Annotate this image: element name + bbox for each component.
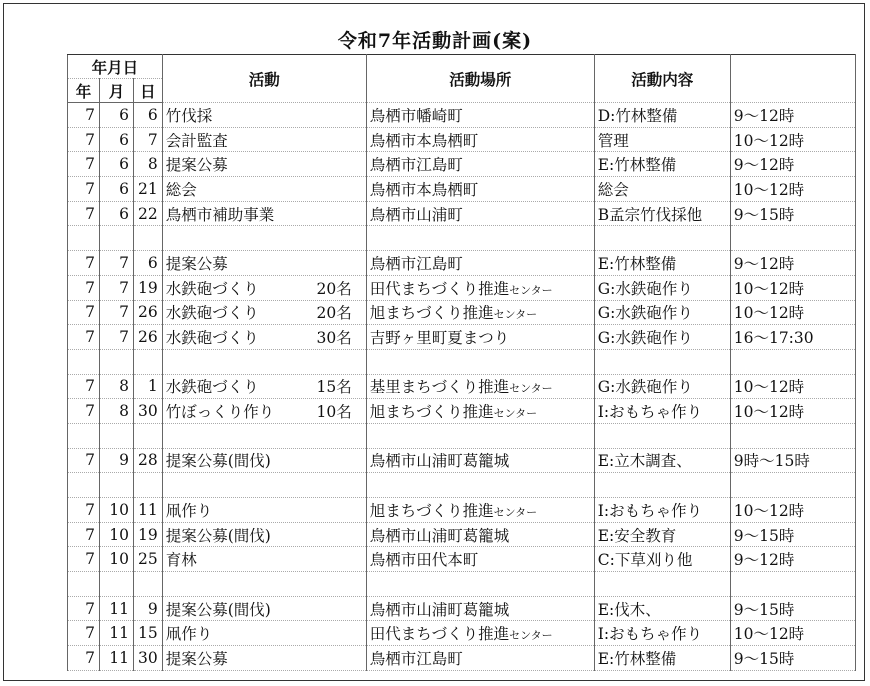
place-name: 吉野ヶ里町夏まつり [369, 329, 510, 348]
cell-day [134, 226, 163, 251]
cell-activity [162, 423, 366, 448]
place-name: 鳥栖市幡崎町 [369, 106, 463, 125]
cell-day: 21 [134, 177, 163, 202]
cell-month: 7 [100, 275, 134, 300]
participant-count: 30名 [316, 329, 352, 348]
cell-day: 1 [134, 374, 163, 399]
place-name: 鳥栖市江島町 [369, 649, 463, 668]
place-name: 旭まちづくり推進 [369, 501, 494, 520]
cell-place [366, 374, 594, 399]
table-row [68, 621, 856, 646]
cell-place [366, 127, 594, 152]
cell-activity [162, 275, 366, 300]
cell-time: 10～12時 [730, 399, 855, 424]
cell-month: 8 [100, 399, 134, 424]
table-row [68, 325, 856, 350]
cell-content: E:伐木、 [594, 596, 730, 621]
cell-time [730, 572, 855, 597]
cell-year: 7 [68, 177, 100, 202]
cell-time: 9～15時 [730, 596, 855, 621]
cell-time: 10～12時 [730, 127, 855, 152]
cell-year [68, 349, 100, 374]
table-row [68, 201, 856, 226]
table-row [68, 522, 856, 547]
participant-count: 20名 [316, 279, 352, 298]
cell-activity [162, 572, 366, 597]
table-row [68, 547, 856, 572]
table-row [68, 152, 856, 177]
place-name: 鳥栖市江島町 [369, 156, 463, 175]
cell-activity [162, 226, 366, 251]
cell-day [134, 349, 163, 374]
cell-content: I:おもちゃ作り [594, 621, 730, 646]
cell-year: 7 [68, 103, 100, 128]
table-row [68, 374, 856, 399]
cell-year [68, 473, 100, 498]
cell-year [68, 572, 100, 597]
cell-day [134, 423, 163, 448]
table-row [68, 572, 856, 597]
cell-month: 10 [100, 498, 134, 523]
activity-name: 水鉄砲づくり [165, 279, 259, 298]
cell-year: 7 [68, 448, 100, 473]
cell-activity [162, 547, 366, 572]
cell-content: 管理 [594, 127, 730, 152]
activity-name: 提案公募(間伐) [165, 452, 271, 471]
cell-year: 7 [68, 152, 100, 177]
cell-month: 10 [100, 547, 134, 572]
header-place: 活動場所 [366, 55, 594, 103]
cell-content: G:水鉄砲作り [594, 275, 730, 300]
cell-activity [162, 300, 366, 325]
cell-activity [162, 448, 366, 473]
cell-day: 11 [134, 498, 163, 523]
cell-place [366, 646, 594, 671]
place-suffix: センター [509, 382, 553, 396]
cell-place [366, 226, 594, 251]
header-month: 月 [100, 79, 134, 103]
cell-time: 9～15時 [730, 522, 855, 547]
activity-name: 水鉄砲づくり [165, 329, 259, 348]
cell-activity [162, 127, 366, 152]
cell-activity [162, 152, 366, 177]
cell-time: 10～12時 [730, 177, 855, 202]
cell-content: D:竹林整備 [594, 103, 730, 128]
table-row [68, 251, 856, 276]
place-name: 鳥栖市山浦町 [369, 205, 463, 224]
cell-month: 6 [100, 177, 134, 202]
cell-time [730, 473, 855, 498]
cell-place [366, 498, 594, 523]
cell-content [594, 226, 730, 251]
activity-name: 鳥栖市補助事業 [165, 205, 275, 224]
cell-year: 7 [68, 596, 100, 621]
cell-place [366, 325, 594, 350]
cell-month: 11 [100, 596, 134, 621]
place-name: 鳥栖市山浦町葛籠城 [369, 600, 510, 619]
cell-place [366, 572, 594, 597]
cell-time: 10～12時 [730, 621, 855, 646]
activity-name: 凧作り [165, 625, 213, 644]
cell-day: 6 [134, 103, 163, 128]
table-row [68, 473, 856, 498]
cell-day: 28 [134, 448, 163, 473]
cell-time: 9～12時 [730, 103, 855, 128]
cell-month: 9 [100, 448, 134, 473]
cell-place [366, 399, 594, 424]
cell-activity [162, 177, 366, 202]
header-activity: 活動 [162, 55, 366, 103]
activity-name: 提案公募(間伐) [165, 526, 271, 545]
cell-year: 7 [68, 498, 100, 523]
cell-time: 9～12時 [730, 547, 855, 572]
page-title: 令和7年活動計画(案) [337, 30, 533, 52]
cell-content [594, 423, 730, 448]
cell-time: 9～15時 [730, 646, 855, 671]
cell-activity [162, 498, 366, 523]
place-name: 基里まちづくり推進 [369, 378, 510, 397]
cell-place [366, 300, 594, 325]
cell-time [730, 226, 855, 251]
cell-month: 11 [100, 621, 134, 646]
place-suffix: センター [493, 505, 538, 519]
cell-year: 7 [68, 201, 100, 226]
cell-content: E:竹林整備 [594, 646, 730, 671]
cell-activity [162, 325, 366, 350]
cell-content [594, 349, 730, 374]
activity-name: 竹伐採 [165, 106, 213, 125]
cell-time: 10～12時 [730, 498, 855, 523]
cell-place [366, 275, 594, 300]
cell-activity [162, 621, 366, 646]
cell-place [366, 423, 594, 448]
activity-name: 育林 [165, 551, 197, 570]
cell-day: 22 [134, 201, 163, 226]
cell-content: E:竹林整備 [594, 152, 730, 177]
cell-month: 6 [100, 103, 134, 128]
cell-place [366, 177, 594, 202]
header-date: 年月日 [68, 55, 163, 79]
cell-year: 7 [68, 275, 100, 300]
participant-count: 10名 [316, 403, 352, 422]
table-row [68, 448, 856, 473]
cell-content: G:水鉄砲作り [594, 300, 730, 325]
cell-time [730, 349, 855, 374]
cell-content: 総会 [594, 177, 730, 202]
table-row [68, 596, 856, 621]
cell-place [366, 547, 594, 572]
activity-name: 水鉄砲づくり [165, 304, 259, 323]
cell-place [366, 201, 594, 226]
activity-name: 提案公募 [165, 649, 228, 668]
cell-place [366, 251, 594, 276]
cell-day [134, 473, 163, 498]
cell-month [100, 226, 134, 251]
cell-day: 6 [134, 251, 163, 276]
cell-month [100, 473, 134, 498]
cell-month: 10 [100, 522, 134, 547]
activity-name: 凧作り [165, 501, 213, 520]
cell-month [100, 349, 134, 374]
cell-day: 15 [134, 621, 163, 646]
cell-content [594, 473, 730, 498]
cell-year: 7 [68, 251, 100, 276]
cell-content: B孟宗竹伐採他 [594, 201, 730, 226]
table-row [68, 646, 856, 671]
place-name: 旭まちづくり推進 [369, 304, 494, 323]
cell-content: G:水鉄砲作り [594, 325, 730, 350]
cell-year: 7 [68, 522, 100, 547]
cell-activity [162, 349, 366, 374]
cell-time: 10～12時 [730, 300, 855, 325]
cell-activity [162, 103, 366, 128]
cell-month: 7 [100, 251, 134, 276]
cell-time: 16～17:30 [730, 325, 855, 350]
cell-year: 7 [68, 621, 100, 646]
table-row [68, 177, 856, 202]
cell-year: 7 [68, 300, 100, 325]
cell-content: E:竹林整備 [594, 251, 730, 276]
cell-activity [162, 399, 366, 424]
cell-month: 6 [100, 152, 134, 177]
cell-activity [162, 201, 366, 226]
cell-year: 7 [68, 325, 100, 350]
cell-content: C:下草刈り他 [594, 547, 730, 572]
place-suffix: センター [509, 283, 553, 297]
table-row [68, 498, 856, 523]
cell-day: 19 [134, 275, 163, 300]
activity-plan-table [67, 54, 856, 671]
cell-place [366, 349, 594, 374]
activity-name: 提案公募 [165, 254, 228, 273]
activity-name: 水鉄砲づくり [165, 378, 259, 397]
activity-name: 竹ぼっくり作り [165, 403, 275, 422]
participant-count: 20名 [316, 304, 352, 323]
cell-content: G:水鉄砲作り [594, 374, 730, 399]
place-name: 鳥栖市山浦町葛籠城 [369, 452, 510, 471]
cell-place [366, 522, 594, 547]
place-name: 鳥栖市本鳥栖町 [369, 180, 479, 199]
cell-day: 26 [134, 325, 163, 350]
cell-day [134, 572, 163, 597]
cell-place [366, 448, 594, 473]
table-row [68, 103, 856, 128]
cell-activity [162, 522, 366, 547]
cell-year [68, 226, 100, 251]
table-row [68, 349, 856, 374]
place-name: 鳥栖市江島町 [369, 254, 463, 273]
cell-month: 7 [100, 325, 134, 350]
header-day: 日 [134, 79, 163, 103]
cell-month [100, 572, 134, 597]
cell-time: 9時～15時 [730, 448, 855, 473]
cell-time: 10～12時 [730, 374, 855, 399]
cell-place [366, 103, 594, 128]
header-year: 年 [68, 79, 100, 103]
cell-day: 8 [134, 152, 163, 177]
cell-content: I:おもちゃ作り [594, 399, 730, 424]
cell-month: 6 [100, 127, 134, 152]
activity-name: 提案公募 [165, 156, 228, 175]
header-content: 活動内容 [594, 55, 730, 103]
place-name: 旭まちづくり推進 [369, 403, 494, 422]
participant-count: 15名 [316, 378, 352, 397]
place-name: 鳥栖市本鳥栖町 [369, 131, 479, 150]
table-row [68, 300, 856, 325]
cell-activity [162, 596, 366, 621]
place-suffix: センター [493, 308, 538, 322]
table-row [68, 423, 856, 448]
cell-time: 9～15時 [730, 201, 855, 226]
cell-activity [162, 251, 366, 276]
cell-place [366, 152, 594, 177]
cell-day: 26 [134, 300, 163, 325]
cell-place [366, 473, 594, 498]
cell-activity [162, 646, 366, 671]
cell-time [730, 423, 855, 448]
cell-year: 7 [68, 547, 100, 572]
cell-content: E:安全教育 [594, 522, 730, 547]
cell-place [366, 596, 594, 621]
cell-month: 8 [100, 374, 134, 399]
header-row-1 [68, 55, 856, 79]
table-row [68, 226, 856, 251]
table-row [68, 127, 856, 152]
table-row [68, 275, 856, 300]
cell-time: 10～12時 [730, 275, 855, 300]
place-name: 鳥栖市山浦町葛籠城 [369, 526, 510, 545]
cell-content: E:立木調査、 [594, 448, 730, 473]
cell-day: 30 [134, 399, 163, 424]
cell-year: 7 [68, 399, 100, 424]
cell-day: 9 [134, 596, 163, 621]
cell-time: 9～12時 [730, 251, 855, 276]
cell-day: 7 [134, 127, 163, 152]
activity-name: 提案公募(間伐) [165, 600, 271, 619]
place-name: 田代まちづくり推進 [369, 279, 510, 298]
document-page [3, 3, 865, 681]
cell-activity [162, 473, 366, 498]
cell-day: 25 [134, 547, 163, 572]
cell-month: 7 [100, 300, 134, 325]
activity-name: 会計監査 [165, 131, 228, 150]
table-row [68, 399, 856, 424]
place-name: 鳥栖市田代本町 [369, 551, 479, 570]
cell-time: 9～12時 [730, 152, 855, 177]
place-name: 田代まちづくり推進 [369, 625, 510, 644]
cell-year: 7 [68, 374, 100, 399]
cell-year [68, 423, 100, 448]
header-time [730, 55, 855, 103]
activity-name: 総会 [165, 180, 197, 199]
place-suffix: センター [509, 629, 553, 643]
cell-activity [162, 374, 366, 399]
cell-place [366, 621, 594, 646]
cell-content [594, 572, 730, 597]
cell-year: 7 [68, 127, 100, 152]
cell-month: 6 [100, 201, 134, 226]
cell-month [100, 423, 134, 448]
cell-day: 19 [134, 522, 163, 547]
cell-content: I:おもちゃ作り [594, 498, 730, 523]
cell-day: 30 [134, 646, 163, 671]
place-suffix: センター [493, 407, 538, 421]
cell-year: 7 [68, 646, 100, 671]
cell-month: 11 [100, 646, 134, 671]
